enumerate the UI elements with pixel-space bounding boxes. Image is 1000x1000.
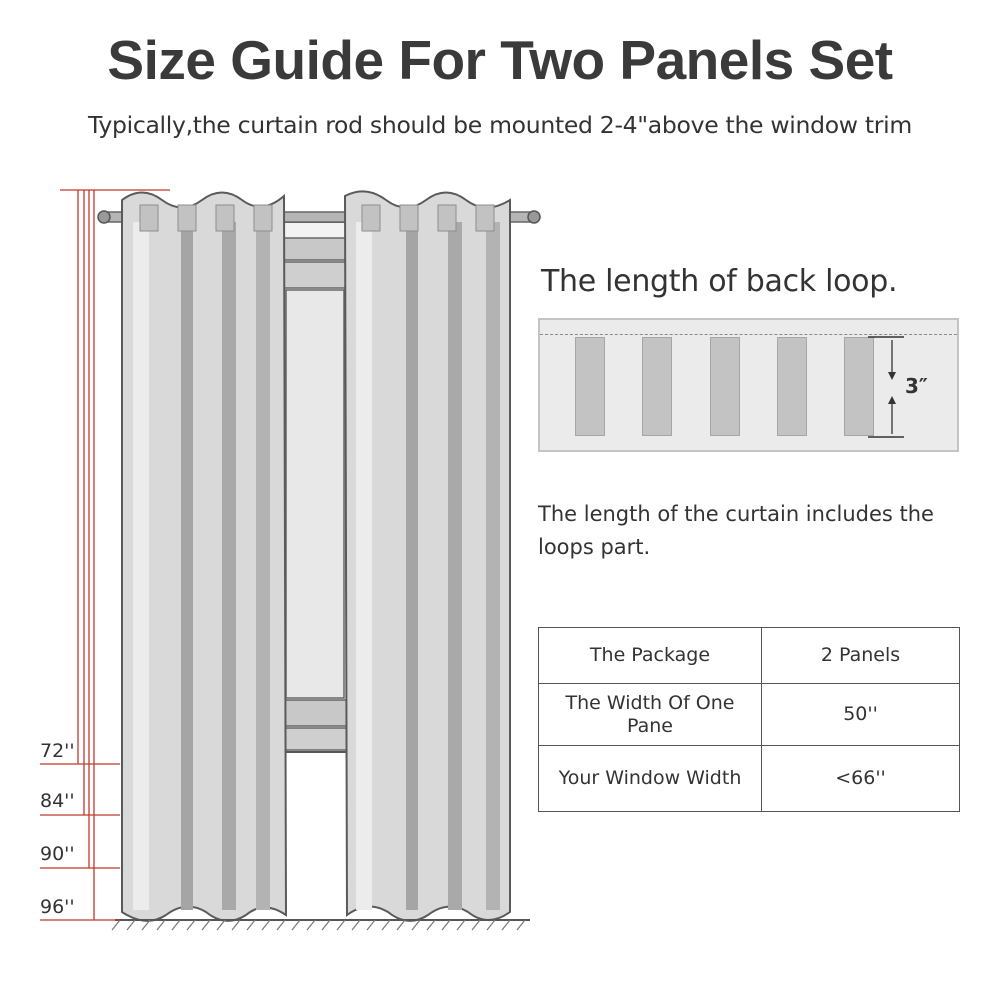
table-row bbox=[539, 628, 960, 684]
loop-measure-label: 3″ bbox=[905, 374, 928, 398]
spec-table bbox=[538, 627, 960, 812]
length-label-84: 84'' bbox=[40, 790, 75, 812]
length-label-72: 72'' bbox=[40, 740, 75, 762]
table-cell-label: The Package bbox=[539, 628, 762, 684]
table-cell-value: 2 Panels bbox=[762, 628, 960, 684]
page-title: Size Guide For Two Panels Set bbox=[107, 29, 893, 91]
length-note: The length of the curtain includes the loops part. bbox=[538, 502, 934, 559]
table-cell-label: The Width Of One Pane bbox=[539, 684, 762, 746]
table-cell-value: 50'' bbox=[762, 684, 960, 746]
length-label-90: 90'' bbox=[40, 843, 75, 865]
length-label-96: 96'' bbox=[40, 896, 75, 918]
table-cell-label: Your Window Width bbox=[539, 746, 762, 812]
table-row bbox=[539, 684, 960, 746]
page-subtitle: Typically,the curtain rod should be mounted 2-4"above the window trim bbox=[87, 111, 912, 139]
table-cell-value: <66'' bbox=[762, 746, 960, 812]
table-row bbox=[539, 746, 960, 812]
loop-title: The length of back loop. bbox=[541, 264, 898, 299]
